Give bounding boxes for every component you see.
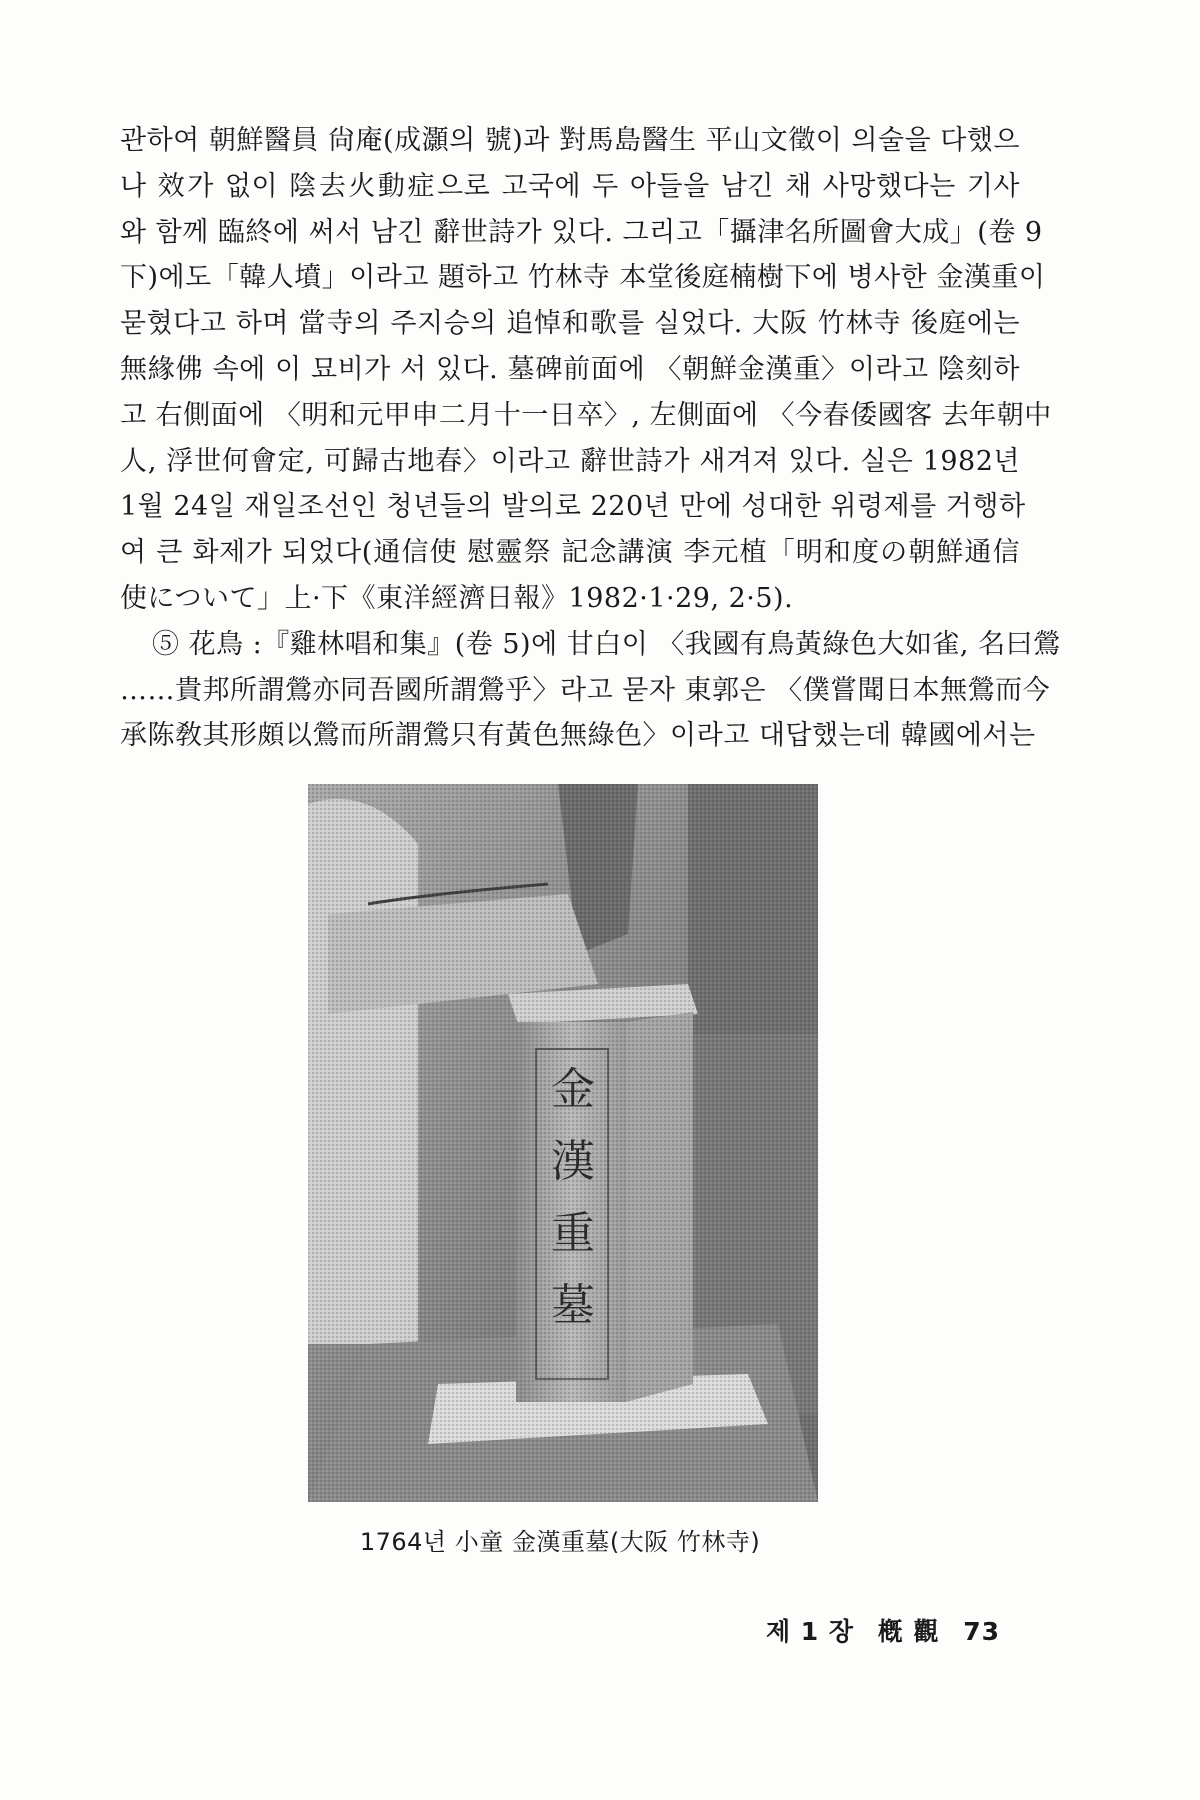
- text-line: 와 함께 臨終에 써서 남긴 辭世詩가 있다. 그리고「攝津名所圖會大成」(卷 9: [120, 216, 1043, 248]
- text-line: 下)에도「韓人墳」이라고 題하고 竹林寺 本堂後庭楠樹下에 병사한 金漢重이: [120, 262, 1046, 294]
- inscription-char: 墓: [551, 1280, 595, 1331]
- text-line: 여 큰 화제가 되었다(通信使 慰靈祭 記念講演 李元植「明和度の朝鮮通信: [120, 537, 1020, 569]
- note-line: ⑤ 花鳥 :『雞林唱和集』(卷 5)에 甘白이 〈我國有鳥黃綠色大如雀, 名曰鶯: [152, 628, 1061, 660]
- text-line: 人, 浮世何會定, 可歸古地春〉이라고 辭世詩가 새겨져 있다. 실은 1982년: [120, 445, 1020, 477]
- page-footer: [700, 1612, 1000, 1648]
- text-line: 1월 24일 재일조선인 청년들의 발의로 220년 만에 성대한 위령제를 거행하: [120, 491, 1026, 523]
- page-number: 73: [963, 1617, 1000, 1646]
- inscription-char: 漢: [551, 1136, 595, 1187]
- photo-caption: 1764년 小童 金漢重墓(大阪 竹林寺): [359, 1528, 761, 1556]
- tombstone-photo: [308, 784, 818, 1502]
- text-line: ……貴邦所謂鶯亦同吾國所謂鶯乎〉라고 묻자 東郭은 〈僕嘗聞日本無鶯而今: [120, 674, 1051, 706]
- chapter-label: 제 1 장: [765, 1617, 855, 1646]
- section-title: 槪 觀: [877, 1617, 940, 1646]
- inscription-char: 金: [551, 1064, 595, 1115]
- body-text: [120, 118, 1061, 759]
- text-line: 나 效가 없이 陰去火動症으로 고국에 두 아들을 남긴 채 사망했다는 기사: [120, 170, 1020, 202]
- text-line: 고 右側面에 〈明和元甲申二月十一日卒〉, 左側面에 〈今春倭國客 去年朝中: [120, 399, 1052, 431]
- text-line: 承陈敎其形頗以鶯而所謂鶯只有黃色無綠色〉이라고 대답했는데 韓國에서는: [120, 720, 1036, 752]
- text-line: 관하여 朝鮮醫員 尙庵(成灝의 號)과 對馬島醫生 平山文徵이 의술을 다했으: [120, 125, 1020, 156]
- text-line: 묻혔다고 하며 當寺의 주지승의 追悼和歌를 실었다. 大阪 竹林寺 後庭에는: [120, 308, 1020, 340]
- text-line: 使について」上·下《東洋經濟日報》1982·1·29, 2·5).: [120, 582, 794, 614]
- text-line: 無緣佛 속에 이 묘비가 서 있다. 墓碑前面에 〈朝鮮金漢重〉이라고 陰刻하: [120, 353, 1020, 385]
- inscription-char: 重: [551, 1208, 595, 1259]
